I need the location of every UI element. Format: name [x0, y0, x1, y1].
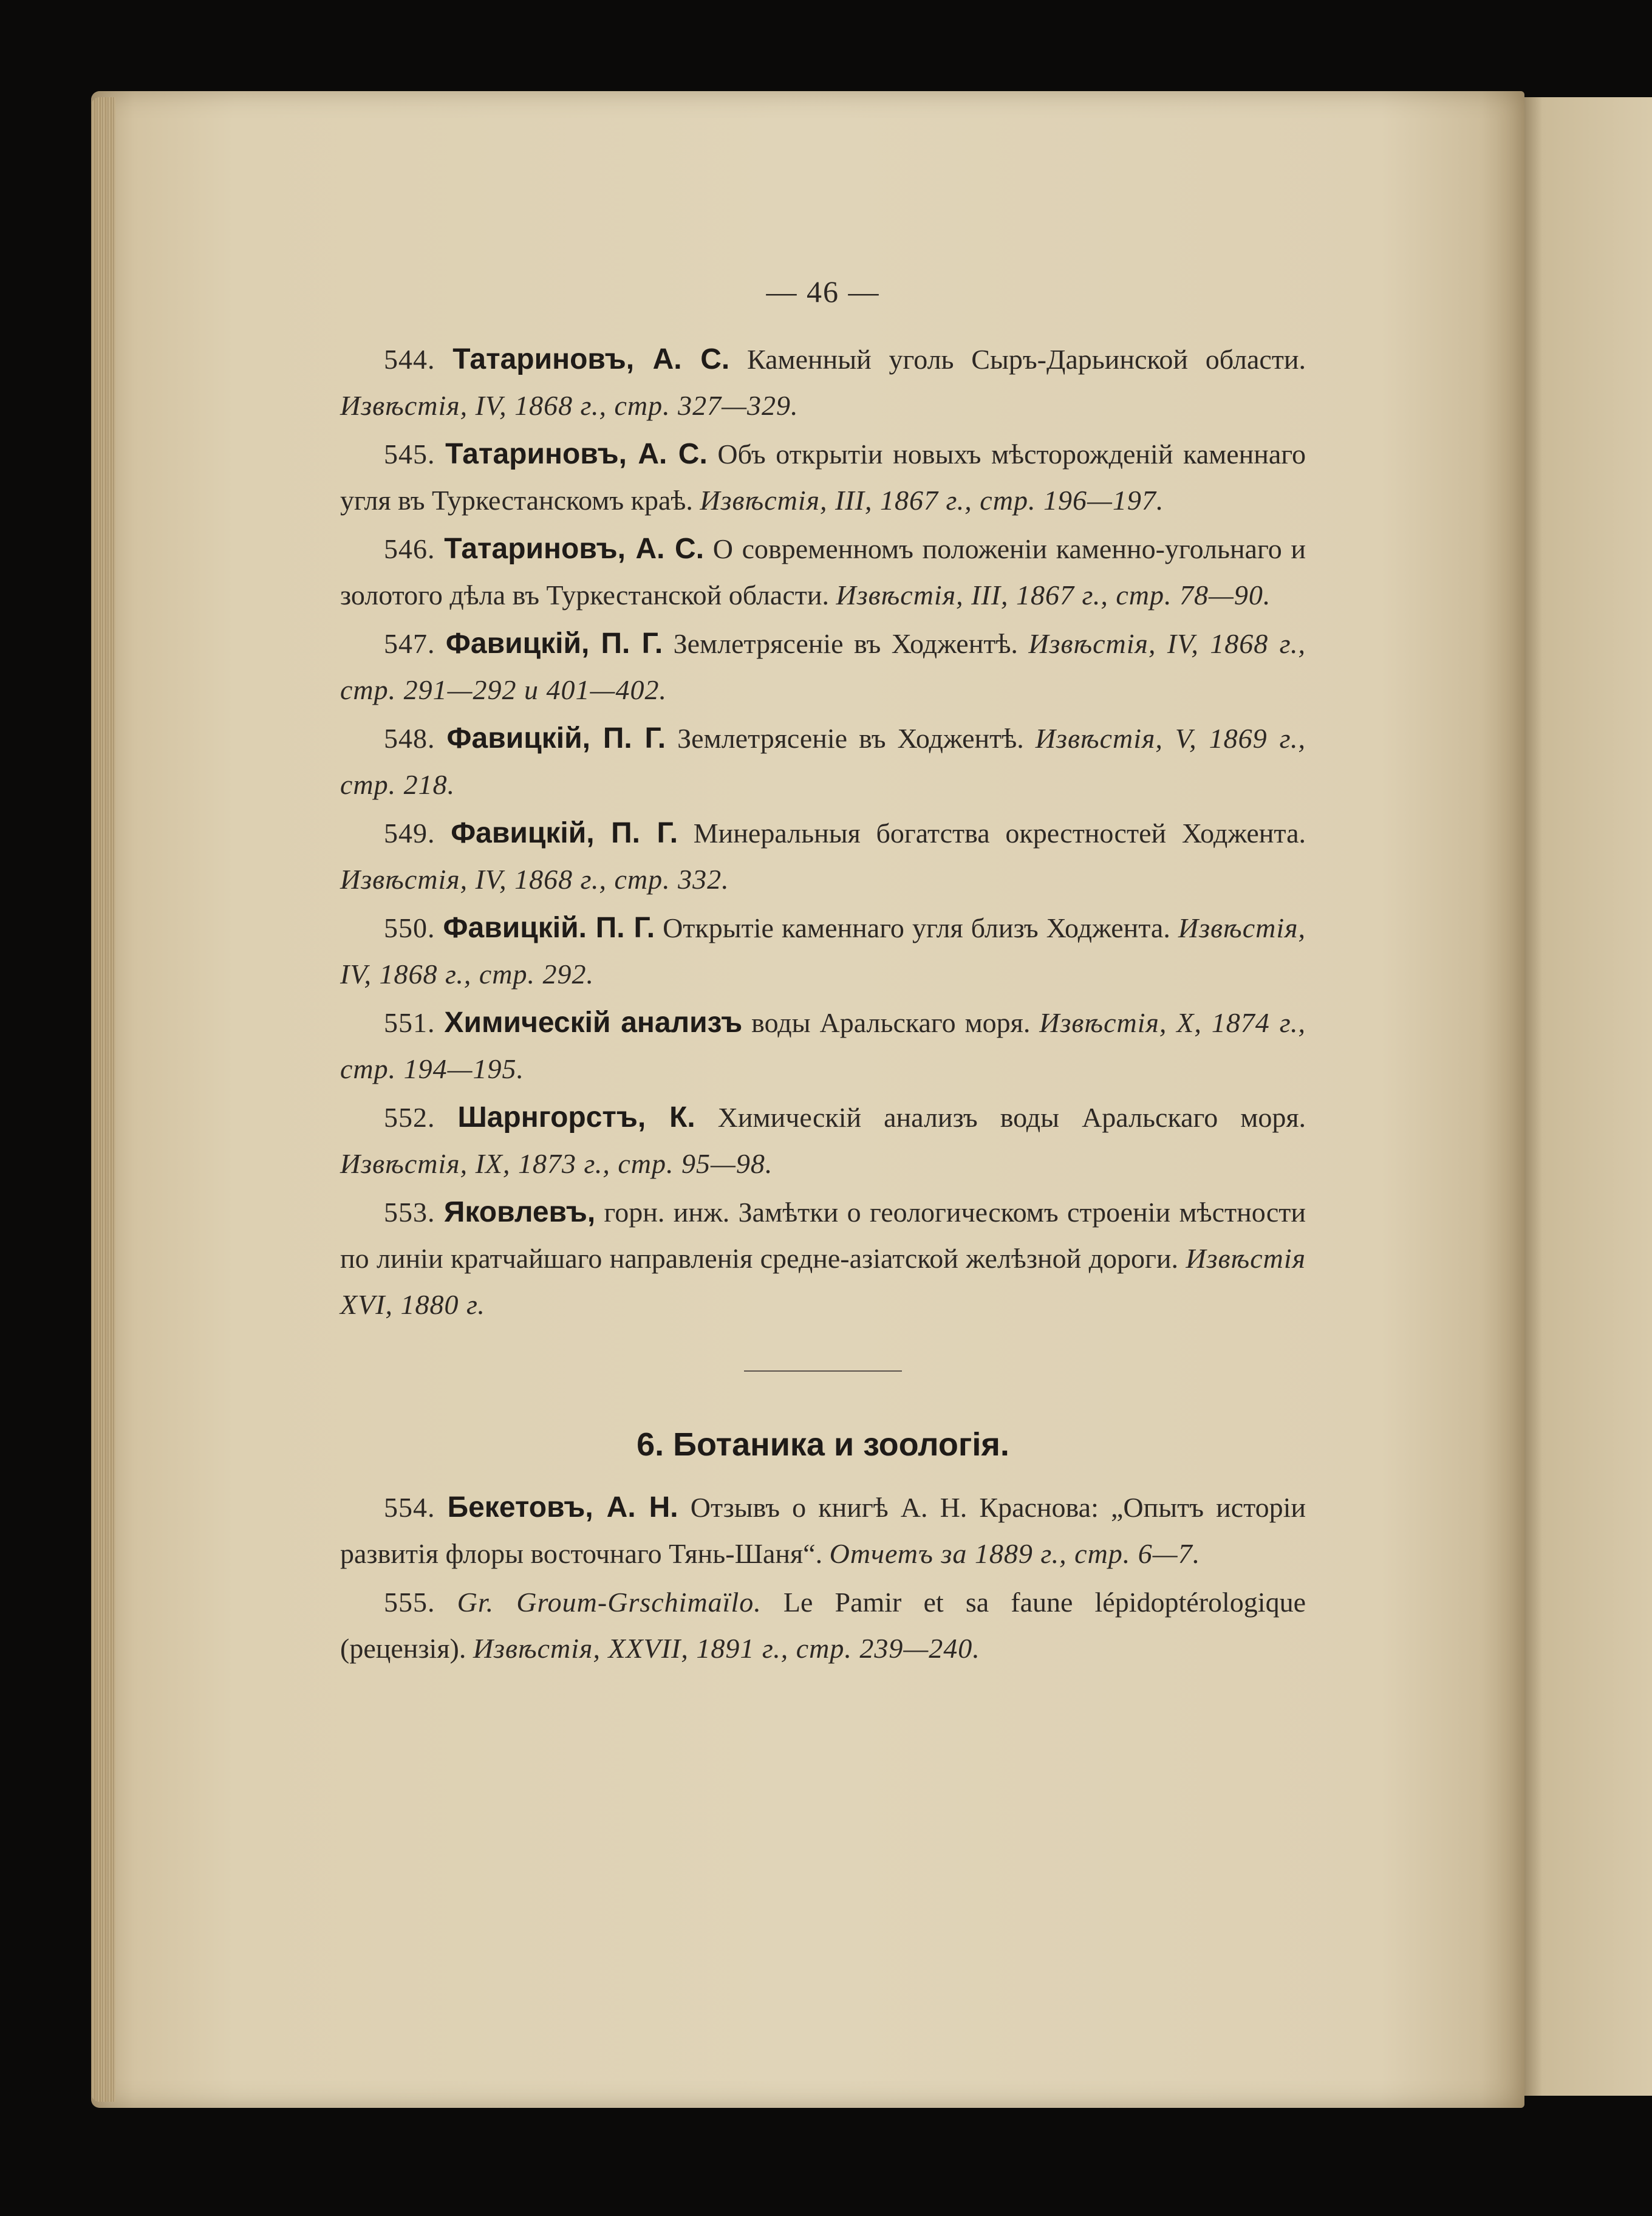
page-number: — 46 —: [766, 275, 880, 309]
bibliography-entry: [340, 1095, 1306, 1187]
entry-source: Извѣстія, IV, 1868 г., стр. 291—292 и 401—402.: [340, 628, 1306, 705]
bibliography-entry: [340, 716, 1306, 808]
entry-author: Фавицкій, П. Г.: [451, 817, 678, 849]
entry-source: Извѣстія, X, 1874 г., стр. 194—195.: [340, 1007, 1306, 1084]
entry-author: Химическій анализъ: [444, 1007, 743, 1039]
bibliography-entry: [340, 431, 1306, 524]
entry-source: Извѣстія, V, 1869 г., стр. 218.: [340, 723, 1306, 800]
entry-source: Отчетъ за 1889 г., стр. 6—7.: [829, 1538, 1201, 1569]
entry-source: Извѣстія, IV, 1868 г., стр. 332.: [340, 864, 729, 895]
entry-author: Фавицкій. П. Г.: [443, 912, 655, 944]
entry-author: Фавицкій, П. Г.: [445, 628, 663, 660]
entry-source: Извѣстія, III, 1867 г., стр. 196—197.: [700, 485, 1164, 516]
adjacent-page-edge: [1518, 97, 1652, 2096]
entry-title: Le Pamir et sa faune lépidoptérologique (рецензія).: [340, 1587, 1306, 1664]
page-content: [340, 267, 1306, 1674]
page-stack-edge: [91, 97, 115, 2102]
bibliography-entry: [340, 621, 1306, 713]
entry-author: Татариновъ, А. С.: [445, 438, 708, 470]
entry-source: Извѣстія, IV, 1868 г., стр. 327—329.: [340, 390, 799, 421]
entry-number: 553.: [384, 1197, 435, 1228]
entry-title: горн. инж. Замѣтки о геологическомъ строеніи мѣстности по линіи кратчайшаго направленія средне-азіатской желѣзной дороги.: [340, 1197, 1306, 1274]
bibliography-entry: [340, 337, 1306, 429]
entry-author: Яковлевъ,: [443, 1196, 596, 1228]
bibliography-entry: [340, 1485, 1306, 1577]
entry-number: 549.: [384, 818, 435, 849]
bibliography-entry: [340, 810, 1306, 903]
entry-number: 546.: [384, 533, 435, 564]
entry-title: Химическій анализъ воды Аральскаго моря.: [717, 1102, 1306, 1133]
bibliography-entry: [340, 1000, 1306, 1092]
bibliography-entry: [340, 1579, 1306, 1672]
entry-source: Извѣстія, XXVII, 1891 г., стр. 239—240.: [473, 1633, 980, 1664]
entry-title: Землетрясеніе въ Ходжентѣ.: [673, 628, 1018, 659]
entry-title: Каменный уголь Сыръ-Дарьинской области.: [746, 344, 1306, 375]
entry-author: Шарнгорстъ, К.: [457, 1101, 695, 1134]
entry-author: Татариновъ, А. С.: [444, 533, 705, 565]
entry-number: 550.: [384, 912, 435, 943]
entry-title: Объ открытіи новыхъ мѣсторожденій каменнаго угля въ Туркестанскомъ краѣ.: [340, 439, 1306, 516]
entry-number: 548.: [384, 723, 435, 754]
entry-author: Татариновъ, А. С.: [452, 343, 730, 375]
bibliography-entry: [340, 905, 1306, 997]
section-divider: [744, 1370, 902, 1372]
entry-title: Открытіе каменнаго угля близъ Ходжента.: [663, 912, 1170, 943]
entry-title: Землетрясеніе въ Ходжентѣ.: [677, 723, 1024, 754]
entry-source: Извѣстія, IV, 1868 г., стр. 292.: [340, 912, 1306, 990]
bibliography-entry: [340, 526, 1306, 618]
entry-title: Отзывъ о книгѣ А. Н. Краснова: „Опытъ исторіи развитія флоры восточнаго Тянь-Шаня“.: [340, 1492, 1306, 1569]
entry-number: 552.: [384, 1102, 435, 1133]
entry-source: Извѣстія, III, 1867 г., стр. 78—90.: [836, 580, 1271, 610]
entry-number: 555.: [384, 1587, 435, 1618]
section-title: 6. Ботаника и зоологія.: [637, 1426, 1009, 1463]
entry-source: Извѣстія XVI, 1880 г.: [340, 1243, 1306, 1320]
entry-author: Gr. Groum-Grschimaïlo.: [457, 1587, 762, 1618]
entry-author: Фавицкій, П. Г.: [446, 722, 666, 754]
entry-number: 544.: [384, 344, 435, 375]
entry-number: 545.: [384, 439, 435, 470]
bibliography-entry: [340, 1189, 1306, 1328]
entry-number: 547.: [384, 628, 435, 659]
entry-title: О современномъ положеніи каменно-угольнаго и золотого дѣла въ Туркестанской области.: [340, 533, 1306, 610]
entry-title: Минеральныя богатства окрестностей Ходжента.: [693, 818, 1306, 849]
entry-number: 551.: [384, 1007, 435, 1038]
entry-number: 554.: [384, 1492, 435, 1523]
entry-title: воды Аральскаго моря.: [751, 1007, 1031, 1038]
entry-source: Извѣстія, IX, 1873 г., стр. 95—98.: [340, 1148, 773, 1179]
entry-author: Бекетовъ, А. Н.: [447, 1491, 678, 1523]
